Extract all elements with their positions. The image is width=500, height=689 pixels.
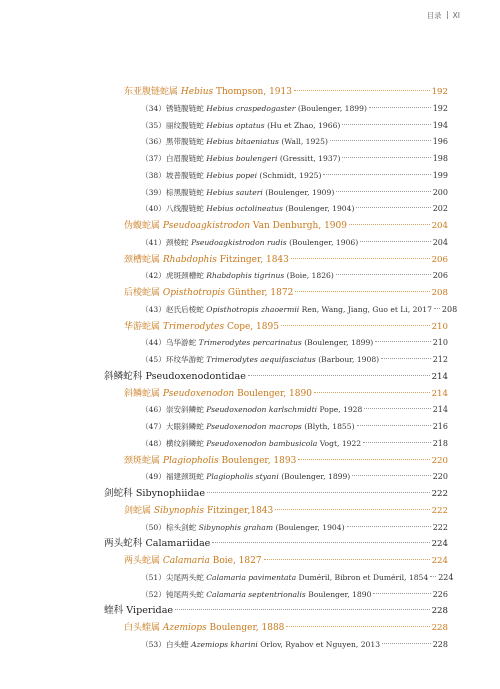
chinese-name: 斜鳞蛇属: [124, 388, 161, 399]
toc-genus-entry[interactable]: [104, 285, 448, 302]
scientific-name: Pseudoagkistrodon: [162, 221, 251, 231]
scientific-name: Rhabdophis tigrinus: [206, 271, 285, 281]
entry-number: （49）: [141, 472, 166, 482]
toc-entry-label: [141, 419, 355, 436]
scientific-name: Pseudoxenodon karlschmidti: [206, 405, 318, 415]
entry-number: （52）: [141, 589, 166, 599]
toc-species-entry[interactable]: [104, 151, 448, 168]
toc-species-entry[interactable]: [104, 520, 448, 537]
toc-genus-entry[interactable]: [104, 84, 448, 101]
dot-leader: [356, 207, 430, 208]
page-number: 218: [432, 438, 448, 448]
authority: Boulenger, 1890: [237, 388, 312, 399]
dot-leader: [364, 408, 430, 409]
scientific-name: Plagiopholis: [162, 455, 219, 466]
dot-leader: [373, 593, 430, 594]
family-latin-name: Pseudoxenodontidae: [145, 370, 246, 382]
toc-species-entry[interactable]: [104, 168, 448, 185]
toc-entry-label: [141, 201, 354, 218]
page-number: 212: [432, 355, 448, 364]
scientific-name: Hebius boulengeri: [206, 154, 278, 163]
dot-leader: [291, 258, 430, 259]
page-number: 226: [432, 589, 448, 599]
toc-entry-label: [124, 285, 293, 302]
toc-entry-label: [124, 84, 292, 101]
toc-entry-label: [141, 168, 321, 185]
scientific-name: Hebius: [180, 87, 214, 97]
authority: Boulenger, 1893: [221, 455, 297, 466]
chinese-name: 尖尾两头蛇: [165, 572, 204, 582]
chinese-name: 丽纹腹链蛇: [165, 120, 204, 130]
toc-species-entry[interactable]: [104, 302, 458, 319]
toc-species-entry[interactable]: [104, 268, 448, 285]
scientific-name: Pseudoxenodon bambusicola: [206, 438, 318, 448]
authority: (Boulenger, 1909): [265, 187, 335, 197]
dot-leader: [360, 241, 431, 242]
chinese-name: 华游蛇属: [124, 321, 161, 332]
page-number: 196: [432, 137, 448, 147]
scientific-name: Calamaria pavimentata: [206, 572, 297, 582]
toc-entry-label: [124, 252, 289, 269]
dot-leader: [330, 140, 431, 141]
page-number: 222: [431, 505, 448, 516]
dot-leader: [294, 90, 430, 91]
toc-species-entry[interactable]: [104, 469, 448, 486]
authority: Boulenger, 1888: [209, 623, 285, 633]
page-number: 220: [431, 455, 448, 466]
entry-number: （47）: [141, 422, 166, 431]
scientific-name: Trimerodytes percarinatus: [198, 338, 302, 348]
toc-species-entry[interactable]: [104, 570, 454, 587]
toc-entry-label: [104, 536, 210, 553]
family-latin-name: Calamariidae: [145, 538, 211, 550]
entry-number: （48）: [141, 438, 166, 448]
toc-family-entry[interactable]: [104, 536, 448, 553]
page-number: 214: [432, 405, 448, 415]
chinese-name: 福建颈斑蛇: [165, 472, 204, 482]
page-number: 192: [431, 87, 448, 97]
toc-entry-label: [141, 134, 328, 151]
chinese-name: 斜鳞蛇科: [104, 370, 143, 382]
authority: (Boie, 1826): [286, 271, 334, 281]
entry-number: （45）: [141, 355, 166, 364]
page-number: 208: [431, 288, 448, 298]
dot-leader: [430, 576, 436, 577]
authority: Fitzinger,1843: [206, 505, 274, 516]
scientific-name: Opisthotropis: [162, 288, 225, 298]
chinese-name: 颈槽蛇属: [124, 254, 161, 265]
toc-entry-label: [124, 218, 347, 235]
page-number: 204: [431, 221, 448, 231]
page-number: 228: [432, 639, 448, 649]
scientific-name: Azemiops: [162, 623, 207, 633]
authority: (Boulenger, 1904): [275, 522, 345, 532]
chinese-name: 赵氏后棱蛇: [165, 304, 204, 314]
dot-leader: [207, 492, 430, 493]
toc-entry-label: [141, 185, 334, 202]
toc-genus-entry[interactable]: [104, 319, 448, 336]
toc-species-entry[interactable]: [104, 402, 448, 419]
chinese-name: 颈棱蛇: [165, 237, 189, 247]
dot-leader: [357, 425, 431, 426]
dot-leader: [369, 107, 431, 108]
chinese-name: 锈链腹链蛇: [165, 103, 204, 113]
entry-number: （34）: [141, 103, 166, 113]
page-number: 224: [431, 539, 448, 550]
scientific-name: Hebius optatus: [206, 120, 265, 130]
toc-genus-entry[interactable]: [104, 252, 448, 269]
toc-species-entry[interactable]: [104, 352, 448, 369]
scientific-name: Opisthotropis zhaoermii: [206, 304, 300, 314]
dot-leader: [352, 475, 430, 476]
toc-entry-label: [141, 302, 432, 319]
dot-leader: [286, 626, 429, 627]
dot-leader: [212, 542, 429, 543]
chinese-name: 虎斑颈槽蛇: [165, 271, 204, 281]
dot-leader: [336, 191, 430, 192]
chinese-name: 两头蛇属: [124, 556, 161, 566]
running-header: [427, 10, 460, 21]
page-number: 202: [432, 204, 448, 214]
authority: Vogt, 1922: [319, 438, 362, 448]
scientific-name: Calamaria: [162, 556, 210, 566]
dot-leader: [347, 526, 431, 527]
toc-entry-label: [141, 469, 350, 486]
entry-number: （53）: [141, 639, 166, 649]
page-number: 222: [431, 489, 448, 499]
entry-number: （46）: [141, 405, 166, 415]
page-number: 192: [432, 103, 448, 113]
scientific-name: Hebius popei: [206, 170, 258, 180]
page-number: 214: [431, 371, 448, 382]
chinese-name: 黑带腹链蛇: [165, 137, 204, 147]
toc-species-entry[interactable]: [104, 118, 448, 135]
dot-leader: [382, 643, 431, 644]
scientific-name: Hebius sauteri: [206, 187, 263, 197]
dot-leader: [314, 392, 430, 393]
dot-leader: [248, 375, 430, 376]
entry-number: （36）: [141, 137, 166, 147]
toc-entry-label: [141, 352, 379, 369]
chinese-name: 两头蛇科: [104, 538, 143, 550]
toc-species-entry[interactable]: [104, 134, 448, 151]
chinese-name: 颈斑蛇属: [124, 455, 161, 466]
chinese-name: 坡普腹链蛇: [165, 170, 204, 180]
chinese-name: 白头蝰属: [124, 623, 161, 633]
dot-leader: [349, 224, 430, 225]
toc-species-entry[interactable]: [104, 185, 448, 202]
authority: (Boulenger, 1899): [304, 338, 374, 348]
toc-entry-label: [141, 520, 345, 537]
scientific-name: Pseudoxenodon macrops: [206, 422, 302, 431]
entry-number: （51）: [141, 572, 166, 582]
entry-number: （38）: [141, 170, 166, 180]
chinese-name: 伪蝮蛇属: [124, 221, 161, 231]
entry-number: （50）: [141, 522, 166, 532]
toc-family-entry[interactable]: [104, 486, 448, 503]
toc-genus-entry[interactable]: [104, 553, 448, 570]
entry-number: （40）: [141, 204, 166, 214]
page-number: 206: [432, 271, 448, 281]
toc-entry-label: [141, 335, 373, 352]
toc-genus-entry[interactable]: [104, 386, 448, 403]
toc-entry-label: [141, 570, 428, 587]
chinese-name: 大眼斜鳞蛇: [165, 422, 204, 431]
toc-entry-label: [141, 268, 334, 285]
toc-entry-label: [141, 101, 367, 118]
entry-number: （44）: [141, 338, 166, 348]
authority: (Blyth, 1855): [304, 422, 355, 431]
dot-leader: [264, 559, 430, 560]
toc-genus-entry[interactable]: [104, 453, 448, 470]
chinese-name: 崇安斜鳞蛇: [165, 405, 204, 415]
dot-leader: [175, 609, 430, 610]
toc-entry-label: [141, 118, 340, 135]
authority: (Boulenger, 1904): [285, 204, 355, 214]
header-divider: [447, 11, 448, 19]
authority: Cope, 1895: [226, 321, 279, 332]
scientific-name: Trimerodytes: [162, 321, 225, 332]
toc-entry-label: [141, 151, 340, 168]
dot-leader: [342, 157, 430, 158]
chinese-name: 钝尾两头蛇: [165, 589, 204, 599]
toc-entry-label: [104, 369, 246, 386]
entry-number: （41）: [141, 237, 166, 247]
entry-number: （43）: [141, 304, 166, 314]
page-number: 224: [438, 572, 454, 582]
scientific-name: Hebius bitaeniatus: [206, 137, 279, 147]
authority: (Schmidt, 1925): [259, 170, 322, 180]
authority: Fitzinger, 1843: [219, 254, 289, 265]
authority: (Boulenger, 1899): [297, 103, 367, 113]
chinese-name: 剑蛇属: [124, 505, 152, 516]
scientific-name: Hebius craspedogaster: [206, 103, 296, 113]
page-number: 224: [431, 556, 448, 566]
chinese-name: 乌华游蛇: [165, 338, 197, 348]
authority: (Hu et Zhao, 1966): [267, 120, 341, 130]
toc-genus-entry[interactable]: [104, 218, 448, 235]
page-number: 206: [431, 254, 448, 265]
entry-number: （35）: [141, 120, 166, 130]
dot-leader: [363, 442, 431, 443]
toc-entry-label: [124, 503, 273, 520]
chinese-name: 蝰科: [104, 605, 124, 617]
entry-number: （42）: [141, 271, 166, 281]
authority: Duméril, Bibron et Duméril, 1854: [298, 572, 429, 582]
scientific-name: Plagiopholis styani: [206, 472, 279, 482]
page-number: 222: [432, 522, 448, 532]
toc-entry-label: [141, 235, 358, 252]
toc-entry-label: [141, 402, 362, 419]
scientific-name: Calamaria septentrionalis: [206, 589, 306, 599]
toc-species-entry[interactable]: [104, 235, 448, 252]
page-number: 220: [432, 472, 448, 482]
toc-species-entry[interactable]: [104, 201, 448, 218]
toc-genus-entry[interactable]: [104, 620, 448, 637]
page-number: 210: [432, 338, 448, 348]
chinese-name: 棕头剑蛇: [165, 522, 197, 532]
toc-entry-label: [124, 553, 262, 570]
page-number: 199: [432, 170, 448, 180]
header-page-number: XI: [452, 11, 460, 20]
table-of-contents: [104, 84, 458, 654]
toc-species-entry[interactable]: [104, 419, 448, 436]
chinese-name: 东亚腹链蛇属: [124, 87, 179, 97]
page-number: 228: [431, 623, 448, 633]
family-latin-name: Viperidae: [126, 605, 174, 617]
toc-entry-label: [104, 486, 205, 503]
scientific-name: Pseudoxenodon: [162, 388, 235, 399]
page-number: 228: [431, 606, 448, 617]
page-number: 214: [431, 388, 448, 399]
scientific-name: Pseudoagkistrodon rudis: [191, 237, 287, 247]
dot-leader: [281, 325, 430, 326]
entry-number: （37）: [141, 154, 166, 163]
scientific-name: Sibynophis: [153, 505, 205, 516]
toc-species-entry[interactable]: [104, 335, 448, 352]
chinese-name: 环纹华游蛇: [165, 355, 204, 364]
toc-entry-label: [104, 603, 173, 620]
dot-leader: [336, 274, 431, 275]
chinese-name: 白眉腹链蛇: [165, 154, 204, 163]
authority: Ren, Wang, Jiang, Guo et Li, 2017: [301, 304, 432, 314]
toc-entry-label: [124, 453, 296, 470]
scientific-name: Azemiops kharini: [191, 639, 258, 649]
dot-leader: [381, 358, 431, 359]
toc-entry-label: [124, 620, 284, 637]
dot-leader: [323, 174, 430, 175]
authority: Thompson, 1913: [216, 87, 292, 97]
page-number: 198: [432, 154, 448, 163]
toc-entry-label: [141, 637, 380, 654]
chinese-name: 后棱蛇属: [124, 288, 161, 298]
toc-species-entry[interactable]: [104, 587, 448, 604]
toc-species-entry[interactable]: [104, 637, 448, 654]
authority: (Wall, 1925): [281, 137, 328, 147]
page-number: 204: [432, 237, 448, 247]
header-section: 目录: [426, 11, 442, 20]
toc-entry-label: [141, 436, 361, 453]
page-number: 200: [432, 187, 448, 197]
authority: (Boulenger, 1906): [289, 237, 359, 247]
authority: Orlov, Ryabov et Nguyen, 2013: [260, 639, 381, 649]
dot-leader: [434, 308, 440, 309]
dot-leader: [295, 291, 429, 292]
dot-leader: [375, 341, 430, 342]
page-number: 194: [432, 120, 448, 130]
chinese-name: 八线腹链蛇: [165, 204, 204, 214]
toc-genus-entry[interactable]: [104, 503, 448, 520]
authority: (Gressitt, 1937): [279, 154, 341, 163]
authority: Günther, 1872: [227, 288, 294, 298]
authority: Van Denburgh, 1909: [252, 221, 347, 231]
dot-leader: [275, 509, 429, 510]
dot-leader: [342, 124, 430, 125]
page-number: 208: [441, 304, 458, 314]
scientific-name: Hebius octolineatus: [206, 204, 283, 214]
toc-entry-label: [124, 319, 279, 336]
chinese-name: 棕黑腹链蛇: [165, 187, 204, 197]
authority: Boie, 1827: [212, 556, 262, 566]
page-number: 216: [432, 422, 448, 431]
scientific-name: Rhabdophis: [162, 254, 217, 265]
toc-entry-label: [141, 587, 371, 604]
page-number: 210: [431, 321, 448, 332]
authority: (Boulenger, 1899): [281, 472, 351, 482]
authority: Boulenger, 1890: [308, 589, 372, 599]
scientific-name: Sibynophis graham: [198, 522, 274, 532]
toc-species-entry[interactable]: [104, 436, 448, 453]
toc-family-entry[interactable]: [104, 369, 448, 386]
scientific-name: Trimerodytes aequifasciatus: [206, 355, 316, 364]
dot-leader: [298, 459, 429, 460]
toc-family-entry[interactable]: [104, 603, 448, 620]
toc-entry-label: [124, 386, 312, 403]
toc-species-entry[interactable]: [104, 101, 448, 118]
entry-number: （39）: [141, 187, 166, 197]
chinese-name: 剑蛇科: [104, 488, 133, 499]
authority: Pope, 1928: [319, 405, 363, 415]
authority: (Barbour, 1908): [318, 355, 380, 364]
family-latin-name: Sibynophiidae: [135, 488, 205, 499]
chinese-name: 白头蝰: [165, 639, 189, 649]
chinese-name: 横纹斜鳞蛇: [165, 438, 204, 448]
